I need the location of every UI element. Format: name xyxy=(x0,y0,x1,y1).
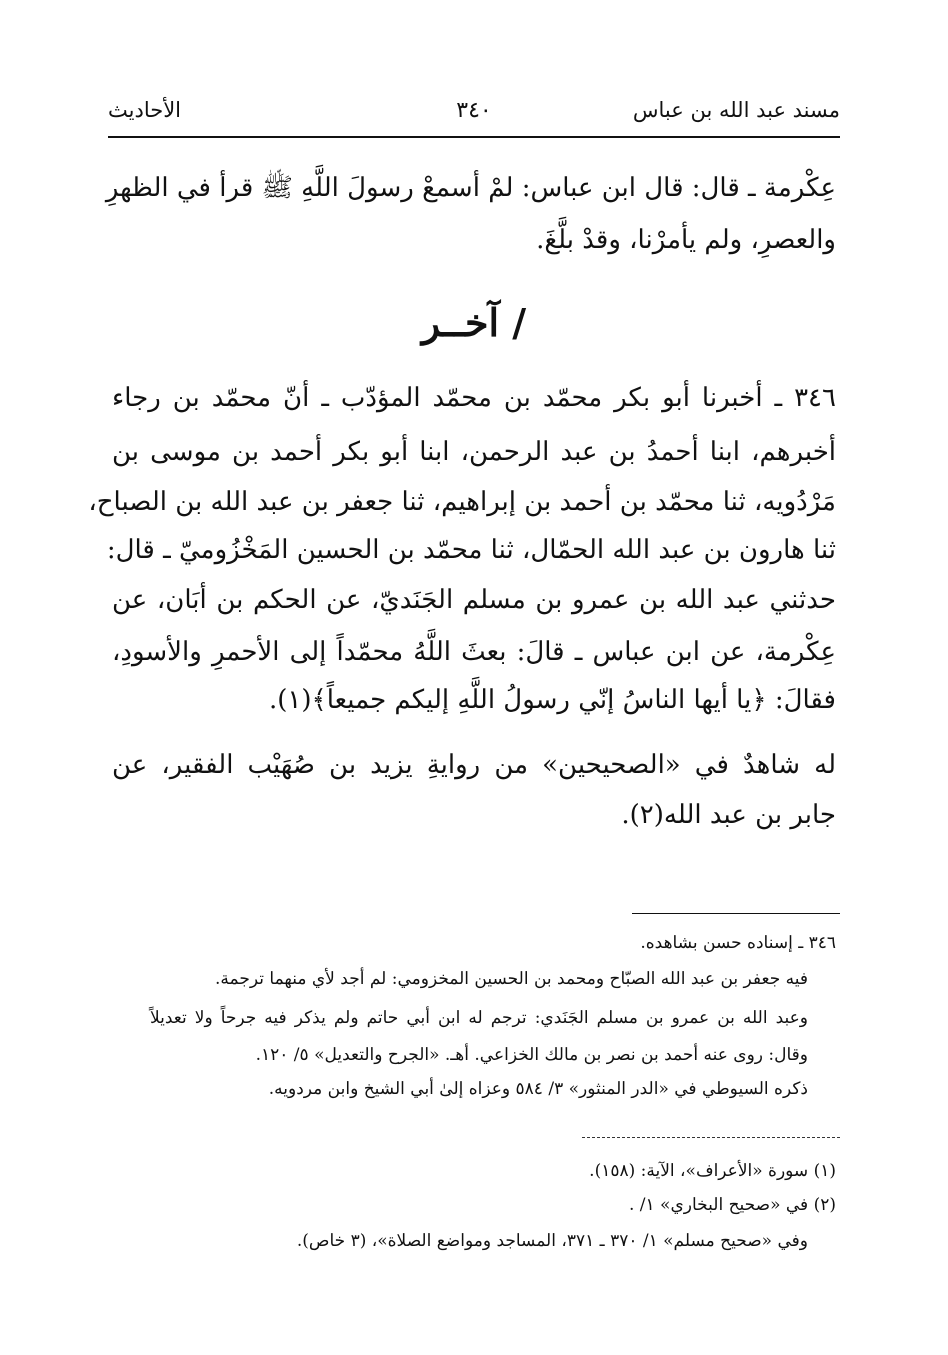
commentary-line: ٣٤٦ ـ إسناده حسن بشاهده. xyxy=(640,933,836,953)
footnote-line: (١) سورة «الأعراف»، الآية: (١٥٨). xyxy=(589,1161,836,1181)
intro-line: والعصرِ، ولم يأمرْنا، وقدْ بلَّغَ. xyxy=(536,225,836,255)
commentary-line: وقال: روى عنه أحمد بن نصر بن مالك الخزاعي. أهـ. «الجرح والتعديل» ٥/ ١٢٠. xyxy=(255,1045,808,1065)
commentary-line: ذكره السيوطي في «الدر المنثور» ٣/ ٥٨٤ وعزاه إلىٰ أبي الشيخ وابن مردويه. xyxy=(268,1079,808,1099)
shahid-line: له شاهدٌ في «الصحيحين» من روايةِ يزيد بن صُهَيْب الفقير، عن xyxy=(112,750,836,780)
header-rule xyxy=(108,136,840,138)
hadith-line: مَرْدُويه، ثنا محمّد بن أحمد بن إبراهيم، ثنا جعفر بن عبد الله بن الصباح، xyxy=(88,487,836,517)
footnote-line: وفي «صحيح مسلم» ١/ ٣٧٠ ـ ٣٧١، المساجد ومواضع الصلاة»، (٣ خاص). xyxy=(296,1231,808,1251)
intro-line: عِكْرمة ـ قال: قال ابن عباس: لمْ أسمعْ رسولَ اللَّهِ ﷺ قرأ في الظهرِ xyxy=(105,173,836,203)
commentary-line: فيه جعفر بن عبد الله الصبّاح ومحمد بن الحسين المخزومي: لم أجد لأي منهما ترجمة. xyxy=(215,969,808,989)
hadith-line: حدثني عبد الله بن عمرو بن مسلم الجَنَديّ، عن الحكم بن أبَان، عن xyxy=(112,585,836,615)
hadith-line: فقالَ: ﴿يا أيها الناسُ إنّي رسولُ اللَّهِ إليكم جميعاً﴾(١). xyxy=(268,685,836,715)
hadith-line: ثنا هارون بن عبد الله الحمّال، ثنا محمّد بن الحسين المَخْزُوميّ ـ قال: xyxy=(106,535,836,565)
hadith-line: عِكْرمة، عن ابن عباس ـ قالَ: بعثَ اللَّهُ محمّداً إلى الأحمرِ والأسودِ، xyxy=(112,637,836,667)
hadith-line: ٣٤٦ ـ أخبرنا أبو بكر محمّد بن محمّد المؤدّب ـ أنّ محمّد بن رجاء xyxy=(112,383,836,413)
header-section-title: الأحاديث xyxy=(108,98,182,122)
shahid-line: جابر بن عبد الله(٢). xyxy=(621,800,836,830)
footnote-rule xyxy=(632,913,840,914)
commentary-line: وعبد الله بن عمرو بن مسلم الجَنَدي: ترجم له ابن أبي حاتم ولم يذكر فيه جرحاً ولا تعديلاً xyxy=(150,1008,808,1028)
running-header xyxy=(108,98,840,130)
section-heading: / آخــر xyxy=(421,300,527,345)
footnote-line: (٢) في «صحيح البخاري» ١/ . xyxy=(628,1195,836,1215)
page-number: ٣٤٠ xyxy=(456,98,492,123)
footnote-divider xyxy=(582,1137,840,1138)
hadith-line: أخبرهم، ابنا أحمدُ بن عبد الرحمن، ابنا أبو بكر أحمد بن موسى بن xyxy=(112,437,836,467)
header-book-title: مسند عبد الله بن عباس xyxy=(632,98,840,122)
